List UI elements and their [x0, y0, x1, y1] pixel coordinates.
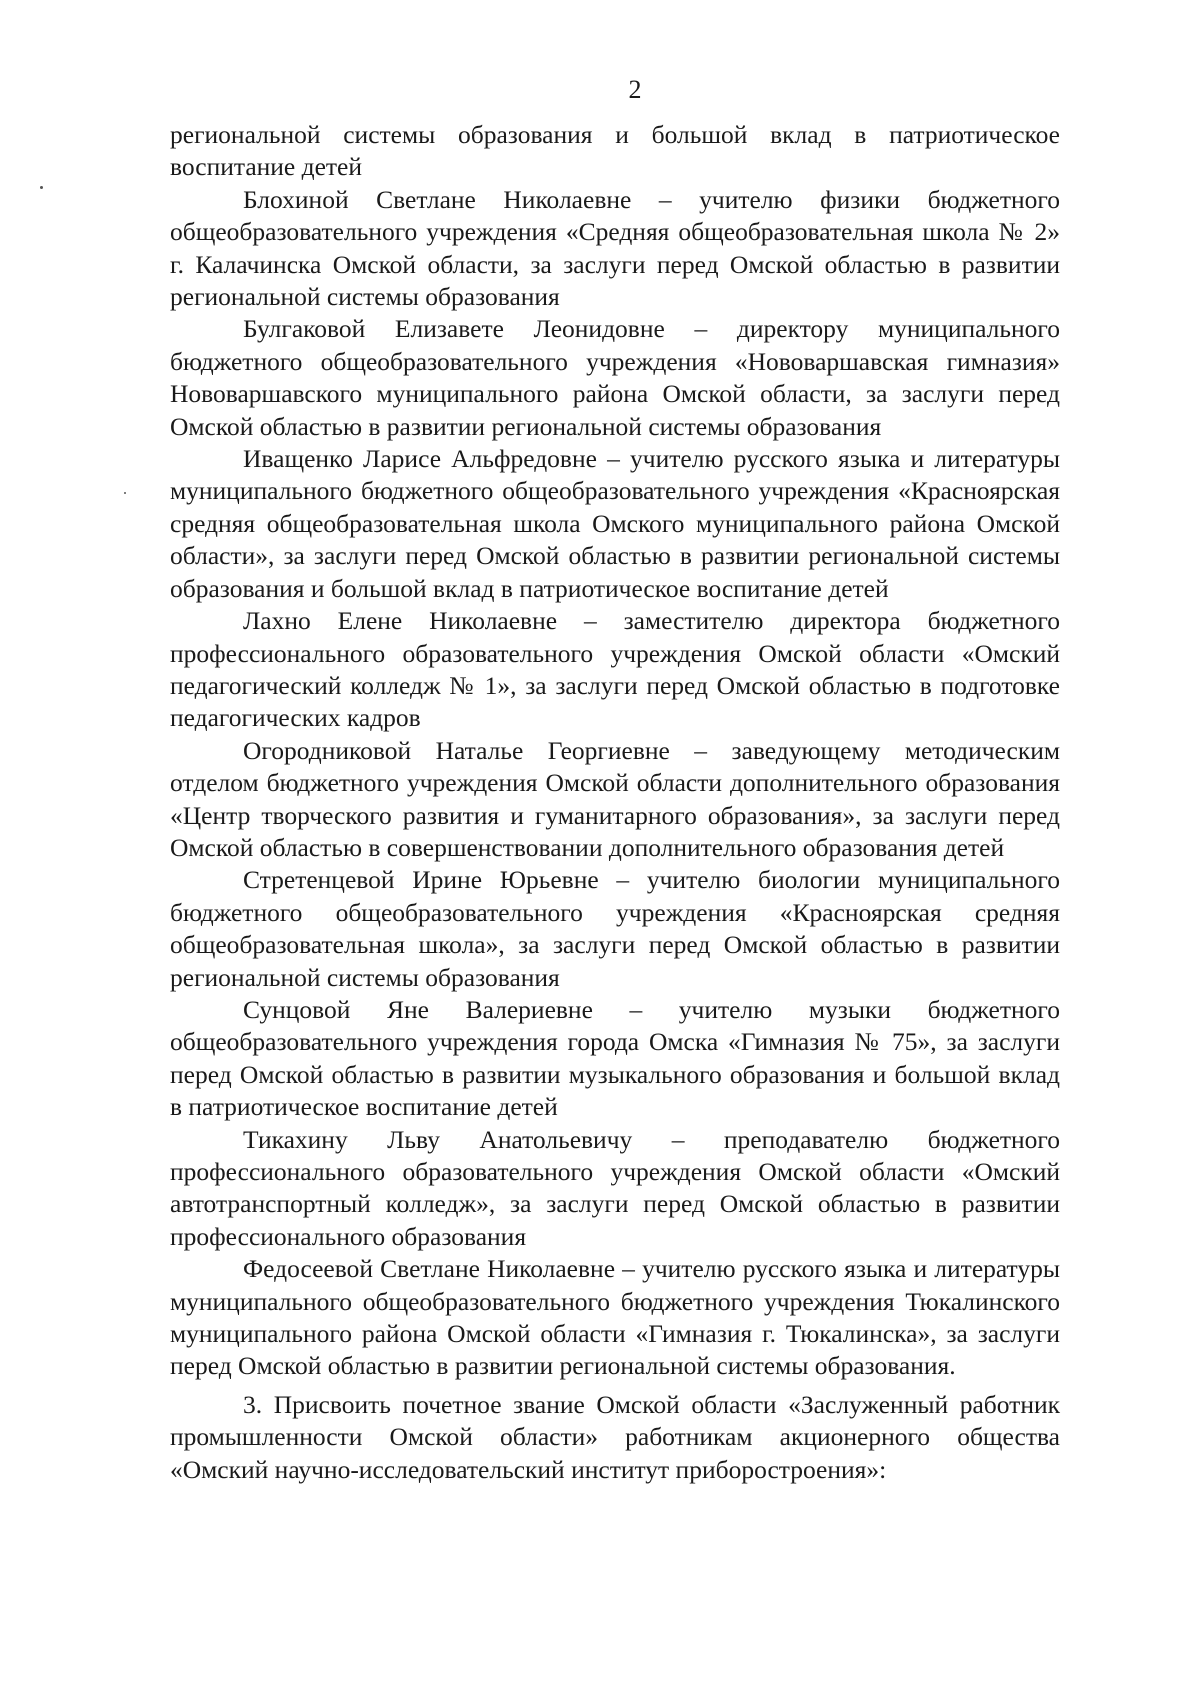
page-number: 2: [628, 75, 642, 104]
scan-speck: [124, 492, 126, 494]
paragraph-item-3: 3. Присвоить почетное звание Омской области «Заслуженный работник промышленности Омской области» работникам акционерного общества «Омский научно-исследовательский институт приборостроения»:: [170, 1389, 1060, 1484]
paragraph-continuation: региональной системы образования и большой вклад в патриотическое воспитание детей: [170, 120, 1060, 182]
scan-speck: [40, 186, 43, 189]
paragraph-lakhno: Лахно Елене Николаевне – заместителю директора бюджетного профессионального образовательного учреждения Омской области «Омский педагогический колледж № 1», за заслуги перед Омской областью в подготовке педагогических кадров: [170, 606, 1060, 733]
paragraph-suntsova: Сунцовой Яне Валериевне – учителю музыки бюджетного общеобразовательного учреждения города Омска «Гимназия № 75», за заслуги перед Омской областью в развитии музыкального образования и большой вклад в патриотическое воспитание детей: [170, 994, 1060, 1122]
paragraph-ogorodnikova: Огородниковой Наталье Георгиевне – заведующему методическим отделом бюджетного учреждения Омской области дополнительного образования «Центр творческого развития и гуманитарного образования», за заслуги перед Омской областью в совершенствовании дополнительного образования детей: [170, 735, 1060, 862]
document-body: [170, 119, 1060, 1486]
paragraph-stretentseva: Стретенцевой Ирине Юрьевне – учителю биологии муниципального бюджетного общеобразовательного учреждения «Красноярская средняя общеобразовательная школа», за заслуги перед Омской областью в развитии региональной системы образования: [170, 865, 1060, 992]
paragraph-ivashchenko: Иващенко Ларисе Альфредовне – учителю русского языка и литературы муниципального бюджетного общеобразовательного учреждения «Красноярская средняя общеобразовательная школа Омского муниципального района Омской области», за заслуги перед Омской областью в развитии региональной системы образования и большой вклад в патриотическое воспитание детей: [170, 444, 1060, 603]
paragraph-fedoseeva: Федосеевой Светлане Николаевне – учителю русского языка и литературы муниципального общеобразовательного бюджетного учреждения Тюкалинского муниципального района Омской области «Гимназия г. Тюкалинска», за заслуги перед Омской областью в развитии региональной системы образования.: [170, 1254, 1060, 1381]
paragraph-bulgakova: Булгаковой Елизавете Леонидовне – директору муниципального бюджетного общеобразовательного учреждения «Нововаршавская гимназия» Нововаршавского муниципального района Омской области, за заслуги перед Омской областью в развитии региональной системы образования: [170, 314, 1060, 441]
paragraph-tikakhin: Тикахину Льву Анатольевичу – преподавателю бюджетного профессионального образовательного учреждения Омской области «Омский автотранспортный колледж», за заслуги перед Омской областью в развитии профессионального образования: [170, 1124, 1060, 1251]
paragraph-blokhina: Блохиной Светлане Николаевне – учителю физики бюджетного общеобразовательного учреждения «Средняя общеобразовательная школа № 2» г. Калачинска Омской области, за заслуги перед Омской областью в развитии региональной системы образования: [170, 184, 1060, 312]
